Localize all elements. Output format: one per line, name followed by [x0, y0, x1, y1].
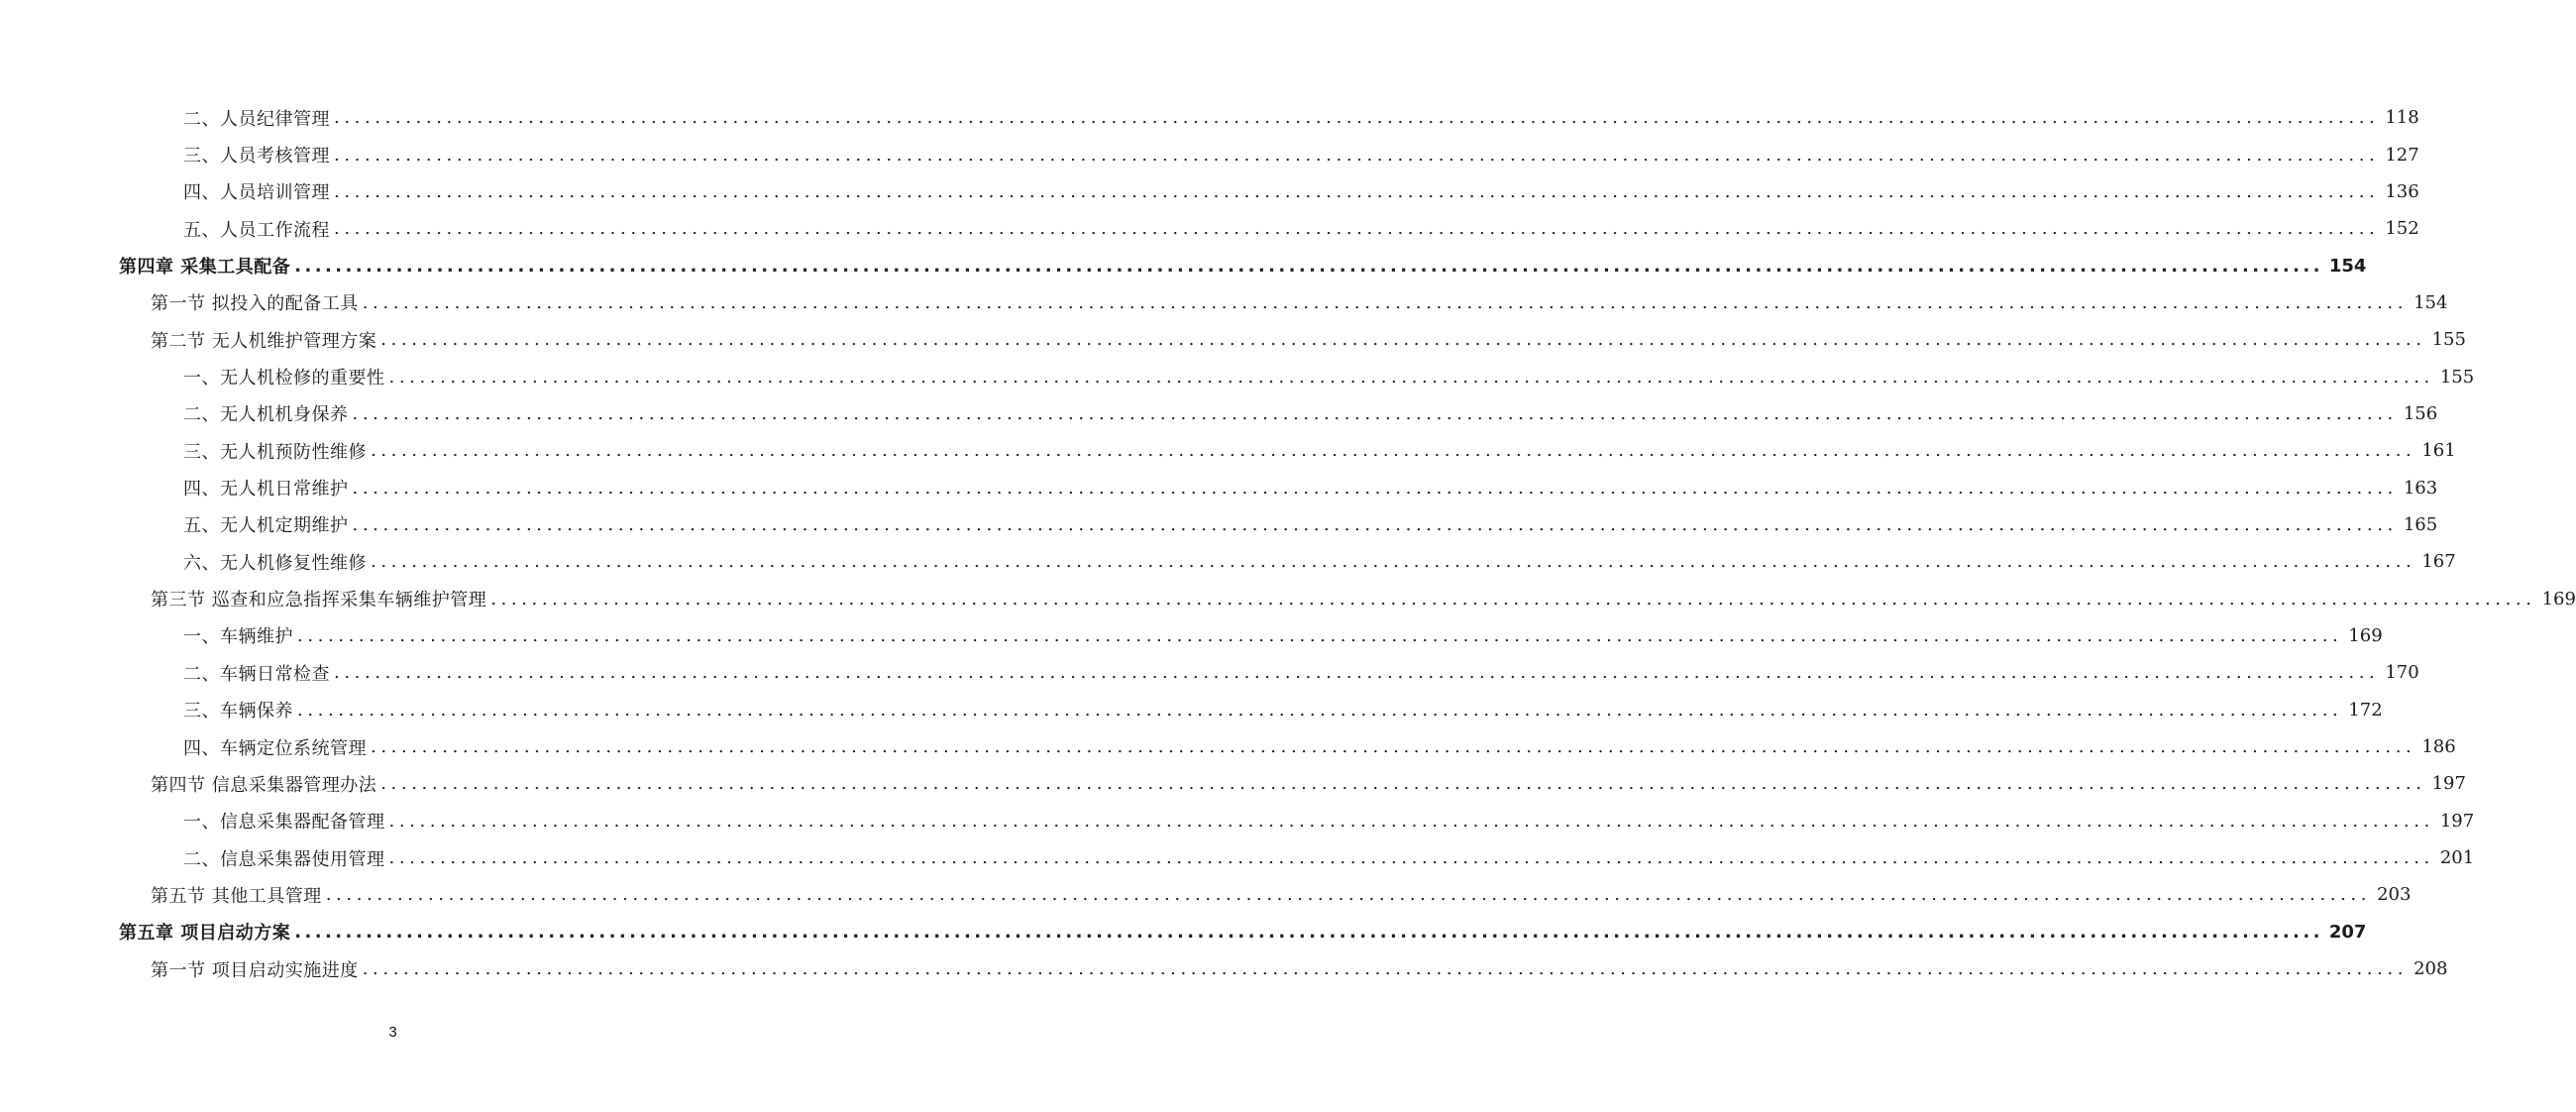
toc-entry-item[interactable] [0, 136, 2419, 172]
dot-leader: ........................................................................................................................................................................................................ [490, 588, 2536, 610]
toc-entry-section[interactable] [0, 321, 2466, 358]
toc-entry-section[interactable] [0, 765, 2466, 802]
toc-entry-item[interactable] [0, 803, 2475, 839]
toc-entry-title: 二、人员纪律管理 [183, 108, 330, 130]
dot-leader: ........................................................................................................................................................................................................ [334, 144, 2380, 166]
toc-entry-title: 第三节 巡查和应急指挥采集车辆维护管理 [151, 590, 487, 612]
toc-entry-item[interactable] [0, 210, 2419, 247]
toc-entry-title: 四、车辆定位系统管理 [183, 737, 367, 759]
toc-entry-item[interactable] [0, 839, 2475, 876]
dot-leader: ........................................................................................................................................................................................................ [297, 624, 2343, 646]
dot-leader: ........................................................................................................................................................................................................ [334, 180, 2380, 202]
toc-entry-page-number: 208 [2414, 958, 2448, 980]
toc-entry-page-number: 118 [2385, 107, 2419, 129]
toc-entry-title: 二、车辆日常检查 [183, 663, 330, 685]
toc-entry-item[interactable] [0, 358, 2475, 394]
dot-leader: ........................................................................................................................................................................................................ [334, 107, 2380, 129]
toc-entry-item[interactable] [0, 728, 2456, 765]
toc-entry-title: 第四章 采集工具配备 [119, 257, 291, 278]
toc-entry-chapter[interactable] [0, 247, 2367, 283]
toc-entry-title: 第一节 项目启动实施进度 [151, 959, 359, 981]
toc-entry-chapter[interactable] [0, 914, 2367, 950]
toc-entry-page-number: 167 [2421, 551, 2456, 573]
toc-entry-title: 一、车辆维护 [183, 626, 293, 648]
toc-entry-page-number: 165 [2403, 513, 2438, 535]
toc-entry-page-number: 154 [2414, 291, 2448, 313]
toc-entry-page-number: 169 [2348, 624, 2383, 646]
toc-entry-title: 四、无人机日常维护 [183, 479, 349, 500]
toc-entry-title: 一、无人机检修的重要性 [183, 368, 385, 389]
table-of-contents [0, 99, 2576, 987]
toc-entry-page-number: 155 [2431, 329, 2466, 351]
toc-entry-title: 第四节 信息采集器管理办法 [151, 774, 377, 796]
toc-entry-title: 第二节 无人机维护管理方案 [151, 330, 377, 352]
dot-leader: ........................................................................................................................................................................................................ [388, 366, 2434, 388]
toc-entry-item[interactable] [0, 617, 2383, 654]
toc-entry-page-number: 154 [2328, 255, 2367, 277]
dot-leader: ........................................................................................................................................................................................................ [380, 773, 2426, 795]
dot-leader: ........................................................................................................................................................................................................ [388, 847, 2434, 869]
dot-leader: ........................................................................................................................................................................................................ [371, 551, 2416, 573]
toc-entry-title: 一、信息采集器配备管理 [183, 812, 385, 834]
toc-entry-page-number: 156 [2403, 402, 2438, 424]
toc-entry-section[interactable] [0, 876, 2412, 913]
dot-leader: ........................................................................................................................................................................................................ [352, 402, 2398, 424]
dot-leader: ........................................................................................................................................................................................................ [352, 513, 2398, 535]
toc-entry-item[interactable] [0, 395, 2438, 432]
page-number: 3 [388, 1024, 397, 1041]
toc-entry-page-number: 155 [2439, 366, 2475, 388]
toc-entry-page-number: 127 [2385, 144, 2419, 166]
toc-entry-page-number: 152 [2385, 218, 2419, 240]
toc-entry-item[interactable] [0, 99, 2419, 136]
toc-entry-title: 第五章 项目启动方案 [119, 923, 291, 945]
toc-entry-page-number: 207 [2328, 921, 2367, 943]
toc-entry-item[interactable] [0, 692, 2383, 728]
toc-entry-item[interactable] [0, 432, 2456, 469]
dot-leader: ........................................................................................................................................................................................................ [380, 329, 2426, 351]
toc-entry-page-number: 201 [2439, 847, 2475, 869]
toc-entry-title: 三、无人机预防性维修 [183, 441, 367, 463]
toc-entry-title: 第一节 拟投入的配备工具 [151, 293, 359, 315]
toc-entry-section[interactable] [0, 580, 2576, 616]
toc-entry-page-number: 161 [2421, 440, 2456, 462]
dot-leader: ........................................................................................................................................................................................................ [362, 291, 2409, 313]
dot-leader: ........................................................................................................................................................................................................ [325, 884, 2372, 906]
dot-leader: ........................................................................................................................................................................................................ [371, 736, 2416, 758]
toc-entry-section[interactable] [0, 950, 2448, 987]
toc-entry-page-number: 170 [2385, 662, 2419, 684]
toc-entry-title: 第五节 其他工具管理 [151, 885, 322, 907]
toc-entry-page-number: 163 [2403, 477, 2438, 499]
dot-leader: ........................................................................................................................................................................................................ [294, 921, 2323, 943]
toc-entry-page-number: 203 [2377, 884, 2412, 906]
toc-entry-title: 五、无人机定期维护 [183, 515, 349, 537]
toc-entry-title: 三、人员考核管理 [183, 146, 330, 167]
toc-entry-page-number: 197 [2431, 773, 2466, 795]
toc-entry-title: 五、人员工作流程 [183, 219, 330, 241]
dot-leader: ........................................................................................................................................................................................................ [334, 218, 2380, 240]
dot-leader: ........................................................................................................................................................................................................ [352, 477, 2398, 499]
toc-entry-section[interactable] [0, 284, 2448, 321]
dot-leader: ........................................................................................................................................................................................................ [297, 699, 2343, 721]
toc-entry-page-number: 169 [2541, 588, 2576, 610]
toc-entry-title: 六、无人机修复性维修 [183, 552, 367, 574]
dot-leader: ........................................................................................................................................................................................................ [371, 440, 2416, 462]
toc-entry-title: 二、无人机机身保养 [183, 404, 349, 426]
toc-entry-title: 三、车辆保养 [183, 701, 293, 723]
toc-entry-title: 四、人员培训管理 [183, 182, 330, 204]
dot-leader: ........................................................................................................................................................................................................ [334, 662, 2380, 684]
dot-leader: ........................................................................................................................................................................................................ [294, 255, 2323, 277]
toc-entry-page-number: 172 [2348, 699, 2383, 721]
toc-entry-item[interactable] [0, 506, 2438, 543]
toc-entry-page-number: 197 [2439, 810, 2475, 832]
toc-entry-title: 二、信息采集器使用管理 [183, 848, 385, 870]
toc-entry-page-number: 136 [2385, 180, 2419, 202]
dot-leader: ........................................................................................................................................................................................................ [362, 958, 2409, 980]
toc-entry-item[interactable] [0, 543, 2456, 580]
toc-entry-item[interactable] [0, 469, 2438, 505]
dot-leader: ........................................................................................................................................................................................................ [388, 810, 2434, 832]
toc-entry-item[interactable] [0, 654, 2419, 691]
toc-entry-item[interactable] [0, 173, 2419, 210]
toc-entry-page-number: 186 [2421, 736, 2456, 758]
